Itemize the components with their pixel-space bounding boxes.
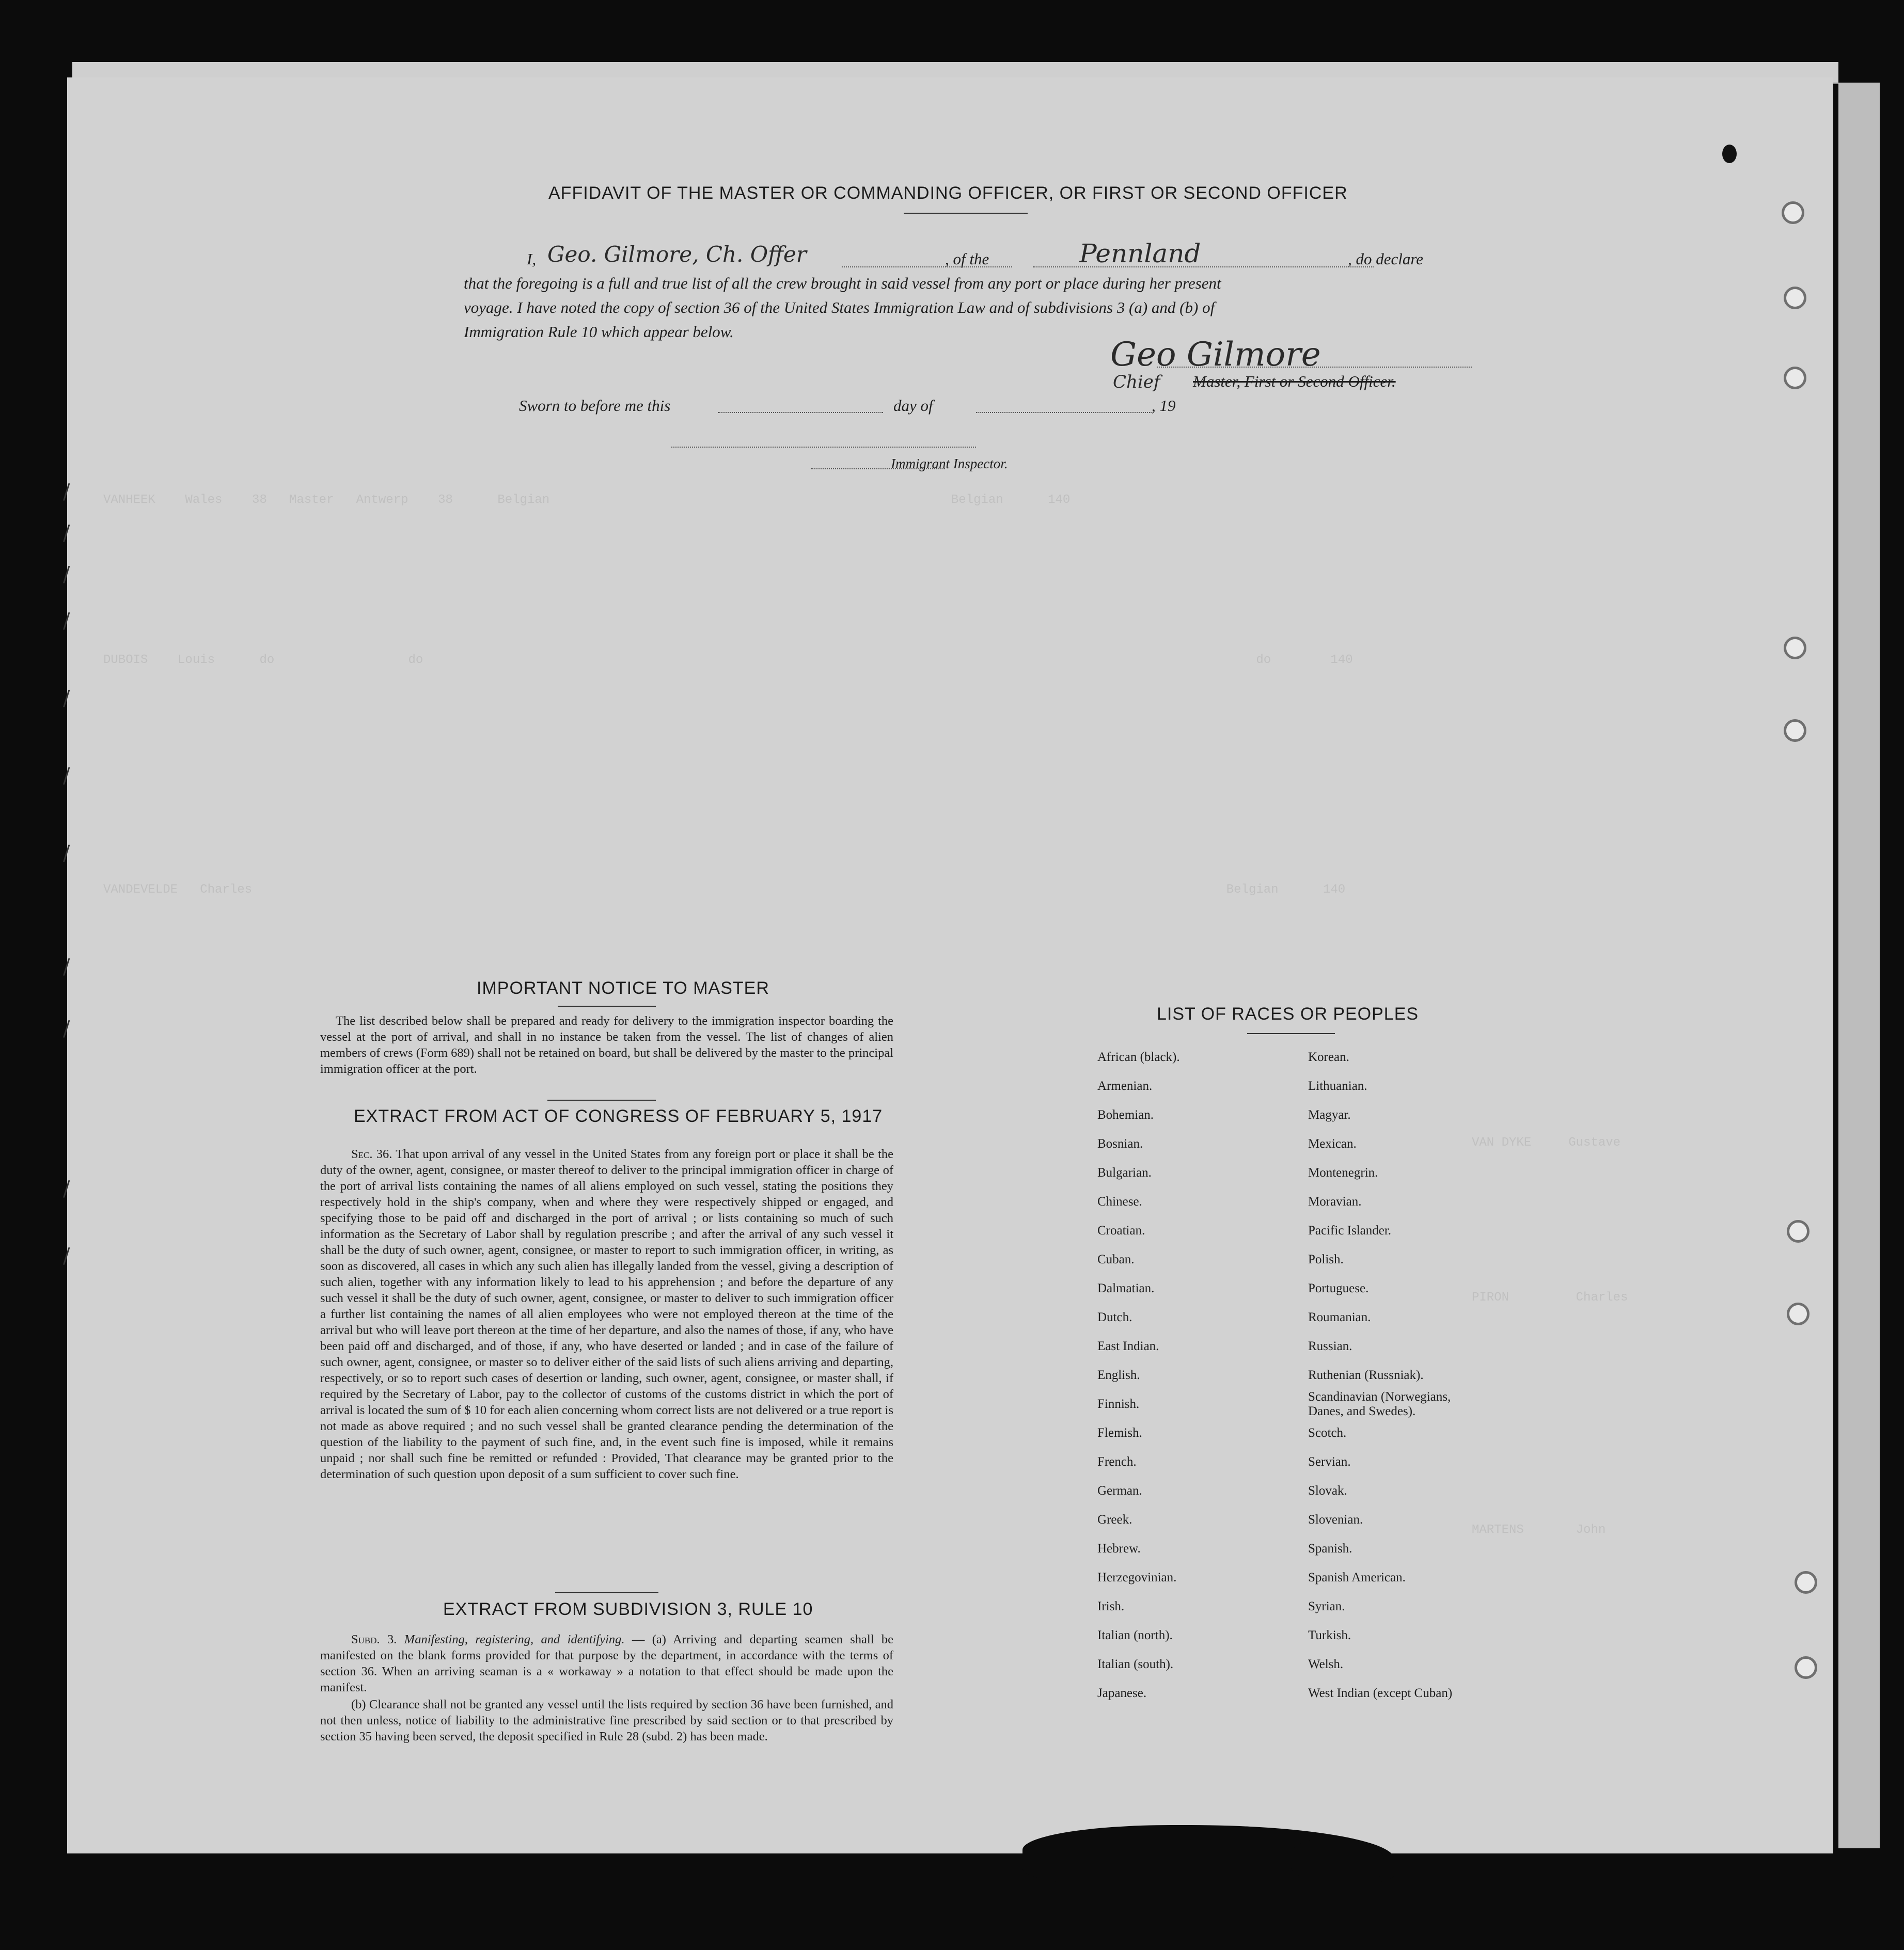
sworn-month-line (976, 412, 1152, 413)
affidavit-line3: voyage. I have noted the copy of section 36 of the United States Immigration Law and of subdivisions 3 (a) and (b) of (464, 298, 1215, 316)
race-item: Finnish. (1097, 1397, 1140, 1411)
race-item: East Indian. (1097, 1339, 1159, 1353)
race-item: African (black). (1097, 1050, 1180, 1064)
race-item: French. (1097, 1455, 1137, 1469)
bleed-through-text: VANDEVELDE Charles Belgian 140 (103, 883, 1346, 897)
race-item: Chinese. (1097, 1195, 1142, 1209)
race-item: Montenegrin. (1308, 1166, 1378, 1180)
race-item: Flemish. (1097, 1426, 1142, 1440)
race-item: Scotch. (1308, 1426, 1347, 1440)
binder-hole (1787, 1220, 1809, 1243)
race-item: Dalmatian. (1097, 1281, 1155, 1295)
section-divider-2 (555, 1592, 658, 1593)
race-item: German. (1097, 1484, 1142, 1498)
race-item: Greek. (1097, 1513, 1132, 1527)
race-item: Italian (north). (1097, 1628, 1173, 1642)
officer-name-handwritten: Geo. Gilmore, Ch. Offer (547, 242, 807, 267)
sworn-prefix: Sworn to before me this (519, 397, 671, 415)
race-item: Polish. (1308, 1253, 1344, 1266)
bleed-through-text: MARTENS John (1472, 1523, 1606, 1537)
officer-signature: Geo Gilmore (1110, 336, 1321, 374)
act-body (320, 1146, 893, 1482)
margin-check-mark: / (63, 764, 70, 788)
race-item: Pacific Islander. (1308, 1224, 1392, 1238)
race-item: Japanese. (1097, 1686, 1147, 1700)
race-item: Moravian. (1308, 1195, 1362, 1209)
signature-line (1157, 367, 1472, 368)
signature-title: Master, First or Second Officer. (1193, 372, 1396, 390)
race-item: Korean. (1308, 1050, 1349, 1064)
race-item: Syrian. (1308, 1599, 1345, 1613)
rule-para-a-text: — (a) Arriving and departing seamen shall be manifested on the blank forms provided for that purpose by the department, in accordance with the terms of section 36. When an arriving seaman is a « workaway » a notation to that effect should be made upon the manifest. (320, 1632, 894, 1694)
affidavit-line2: that the foregoing is a full and true list of all the crew brought in said vessel from any port or place during her present (464, 274, 1221, 292)
race-item: Scandinavian (Norwegians, Danes, and Swedes). (1308, 1390, 1451, 1418)
race-item: Lithuanian. (1308, 1079, 1367, 1093)
affidavit-line1-prefix: I, (527, 250, 537, 268)
sworn-day-label: day of (893, 397, 933, 415)
affidavit-line4: Immigration Rule 10 which appear below. (464, 323, 734, 341)
margin-check-mark: / (63, 687, 70, 710)
affidavit-line1-suffix: , do declare (1348, 250, 1424, 268)
document-page (63, 77, 1833, 1853)
rule-subd-title: Manifesting, registering, and identifying. (404, 1632, 625, 1646)
binder-hole (1784, 287, 1806, 309)
binder-strip (1838, 83, 1880, 1848)
binder-hole (1784, 719, 1806, 742)
race-item: English. (1097, 1368, 1140, 1382)
margin-check-mark: / (63, 563, 70, 586)
bleed-through-text: PIRON Charles (1472, 1291, 1628, 1305)
race-item: Magyar. (1308, 1108, 1351, 1122)
notice-underline (558, 1006, 656, 1007)
race-item: Mexican. (1308, 1137, 1357, 1151)
ink-spot (1722, 145, 1737, 163)
races-column-2 (1308, 1043, 1484, 1708)
race-item: Russian. (1308, 1339, 1352, 1353)
race-item: Roumanian. (1308, 1310, 1371, 1324)
race-item: Spanish American. (1308, 1571, 1406, 1584)
race-item: Spanish. (1308, 1542, 1352, 1556)
race-item: Croatian. (1097, 1224, 1145, 1238)
race-item: Armenian. (1097, 1079, 1153, 1093)
margin-check-mark: / (63, 609, 70, 633)
inspector-label: Immigrant Inspector. (891, 456, 1008, 471)
race-item: Italian (south). (1097, 1657, 1174, 1671)
race-item: Welsh. (1308, 1657, 1344, 1671)
affidavit-title: AFFIDAVIT OF THE MASTER OR COMMANDING OFFICER, OR FIRST OR SECOND OFFICER (548, 183, 1348, 203)
bleed-through-text: DUBOIS Louis do do do 140 (103, 653, 1353, 667)
race-item: West Indian (except Cuban) (1308, 1686, 1453, 1700)
race-item: Hebrew. (1097, 1542, 1141, 1556)
binder-hole (1784, 637, 1806, 659)
race-item: Bosnian. (1097, 1137, 1143, 1151)
binder-hole (1782, 201, 1804, 224)
binder-hole (1784, 367, 1806, 389)
races-column-1 (1097, 1043, 1180, 1708)
margin-check-mark: / (63, 1177, 70, 1201)
margin-check-mark: / (63, 1244, 70, 1268)
race-item: Bohemian. (1097, 1108, 1154, 1122)
rule-para-b: (b) Clearance shall not be granted any vessel until the lists required by section 36 have been furnished, and not then unless, notice of liability to the administrative fine prescribed by said section or to that prescribed by section 35 having been served, the deposit specified in Rule 28 (subd. 2) has been made. (320, 1698, 893, 1743)
races-title: LIST OF RACES OR PEOPLES (1157, 1004, 1419, 1024)
sworn-year: , 19 (1152, 397, 1176, 415)
title-underline (904, 213, 1028, 214)
race-item: Slovak. (1308, 1484, 1347, 1498)
race-item: Ruthenian (Russniak). (1308, 1368, 1424, 1382)
notice-title: IMPORTANT NOTICE TO MASTER (477, 978, 769, 998)
race-item: Portuguese. (1308, 1281, 1369, 1295)
race-item: Cuban. (1097, 1253, 1135, 1266)
inspector-signature-line (671, 447, 976, 448)
section-divider (547, 1100, 656, 1101)
sworn-date-line (718, 412, 883, 413)
race-item: Servian. (1308, 1455, 1351, 1469)
race-item: Turkish. (1308, 1628, 1351, 1642)
binder-hole (1795, 1656, 1817, 1679)
rule-title: EXTRACT FROM SUBDIVISION 3, RULE 10 (443, 1599, 813, 1619)
act-body-text: That upon arrival of any vessel in the United States from any foreign port or place it shall be the duty of the owner, agent, consignee, or master thereof to deliver to the principal immigration officer in charge of the port of arrival lists containing the names of all aliens employed on such vessel, stating the positions they respectively hold in the ship's company, when and where they were respectively shipped or engaged, and specifying those to be paid off and discharged in the port of arrival ; or lists containing so much of such information as the Secretary of Labor shall by regulation prescribe ; and after the arrival of any such vessel it shall be the duty of such owner, agent, consignee, or master to report to such immigration officer, in writing, as soon as discovered, all cases in which any such alien has illegally landed from the vessel, giving a description of such alien, together with any information likely to lead to his apprehension ; and before the departure of any such vessel it shall be the duty of such owner, agent, consignee, or master to deliver to such immigration officer a further list containing the names of all alien employees who were not employed thereon at the time of the arrival but who will leave port thereon at the time of her departure, and also the names of those, if any, who have been paid off and discharged, and of those, if any, who have deserted or landed ; and in case of the failure of such owner, agent, consignee, or master so to deliver either of the said lists of such aliens arriving and departing, respectively, or so to report such cases of desertion or landing, such owner, agent, consignee, or master shall, if required by the Secretary of Labor, pay to the collector of customs of the customs district in which the port of arrival is located the sum of $ 10 for each alien concerning whom correct lists are not delivered or a true report is not made as above required ; and no such vessel shall be granted clearance pending the determination of the question of the liability to the payment of such fine, and, in the event such fine is imposed, while it remains unpaid ; nor shall such fine be remitted or refunded : Provided, That clearance may be granted prior to the determination of such question upon deposit of a sum sufficient to cover such fine. (320, 1147, 893, 1481)
race-item: Dutch. (1097, 1310, 1132, 1324)
rule-subd-label: Subd. 3. (351, 1632, 397, 1646)
act-section-label: Sec. 36. (351, 1147, 392, 1161)
margin-check-mark: / (63, 521, 70, 545)
margin-check-mark: / (63, 1017, 70, 1041)
race-item: Herzegovinian. (1097, 1571, 1177, 1584)
notice-body: The list described below shall be prepared and ready for delivery to the immigration inspector boarding the vessel at the port of arrival, and shall in no instance be taken from the vessel. The list of changes of alien members of crews (Form 689) shall not be retained on board, but shall be delivered by the master to the principal immigration officer at the port. (320, 1014, 893, 1076)
act-title: EXTRACT FROM ACT OF CONGRESS OF FEBRUARY 5, 1917 (354, 1106, 883, 1126)
vessel-name-handwritten: Pennland (1079, 239, 1201, 268)
affidavit-line1-mid: , of the (945, 250, 989, 268)
rule-para-a (320, 1631, 893, 1695)
race-item: Bulgarian. (1097, 1166, 1152, 1180)
race-item: Slovenian. (1308, 1513, 1363, 1527)
margin-check-mark: / (63, 480, 70, 504)
race-item: Irish. (1097, 1599, 1125, 1613)
races-underline (1247, 1033, 1335, 1034)
binder-hole (1795, 1571, 1817, 1594)
signature-note-chief: Chief (1113, 372, 1160, 392)
bleed-through-text: VANHEEK Wales 38 Master Antwerp 38 Belgian Belgian 140 (103, 493, 1071, 507)
binder-hole (1787, 1303, 1809, 1325)
margin-check-mark: / (63, 955, 70, 979)
margin-check-mark: / (63, 842, 70, 865)
bleed-through-text: VAN DYKE Gustave (1472, 1136, 1621, 1150)
